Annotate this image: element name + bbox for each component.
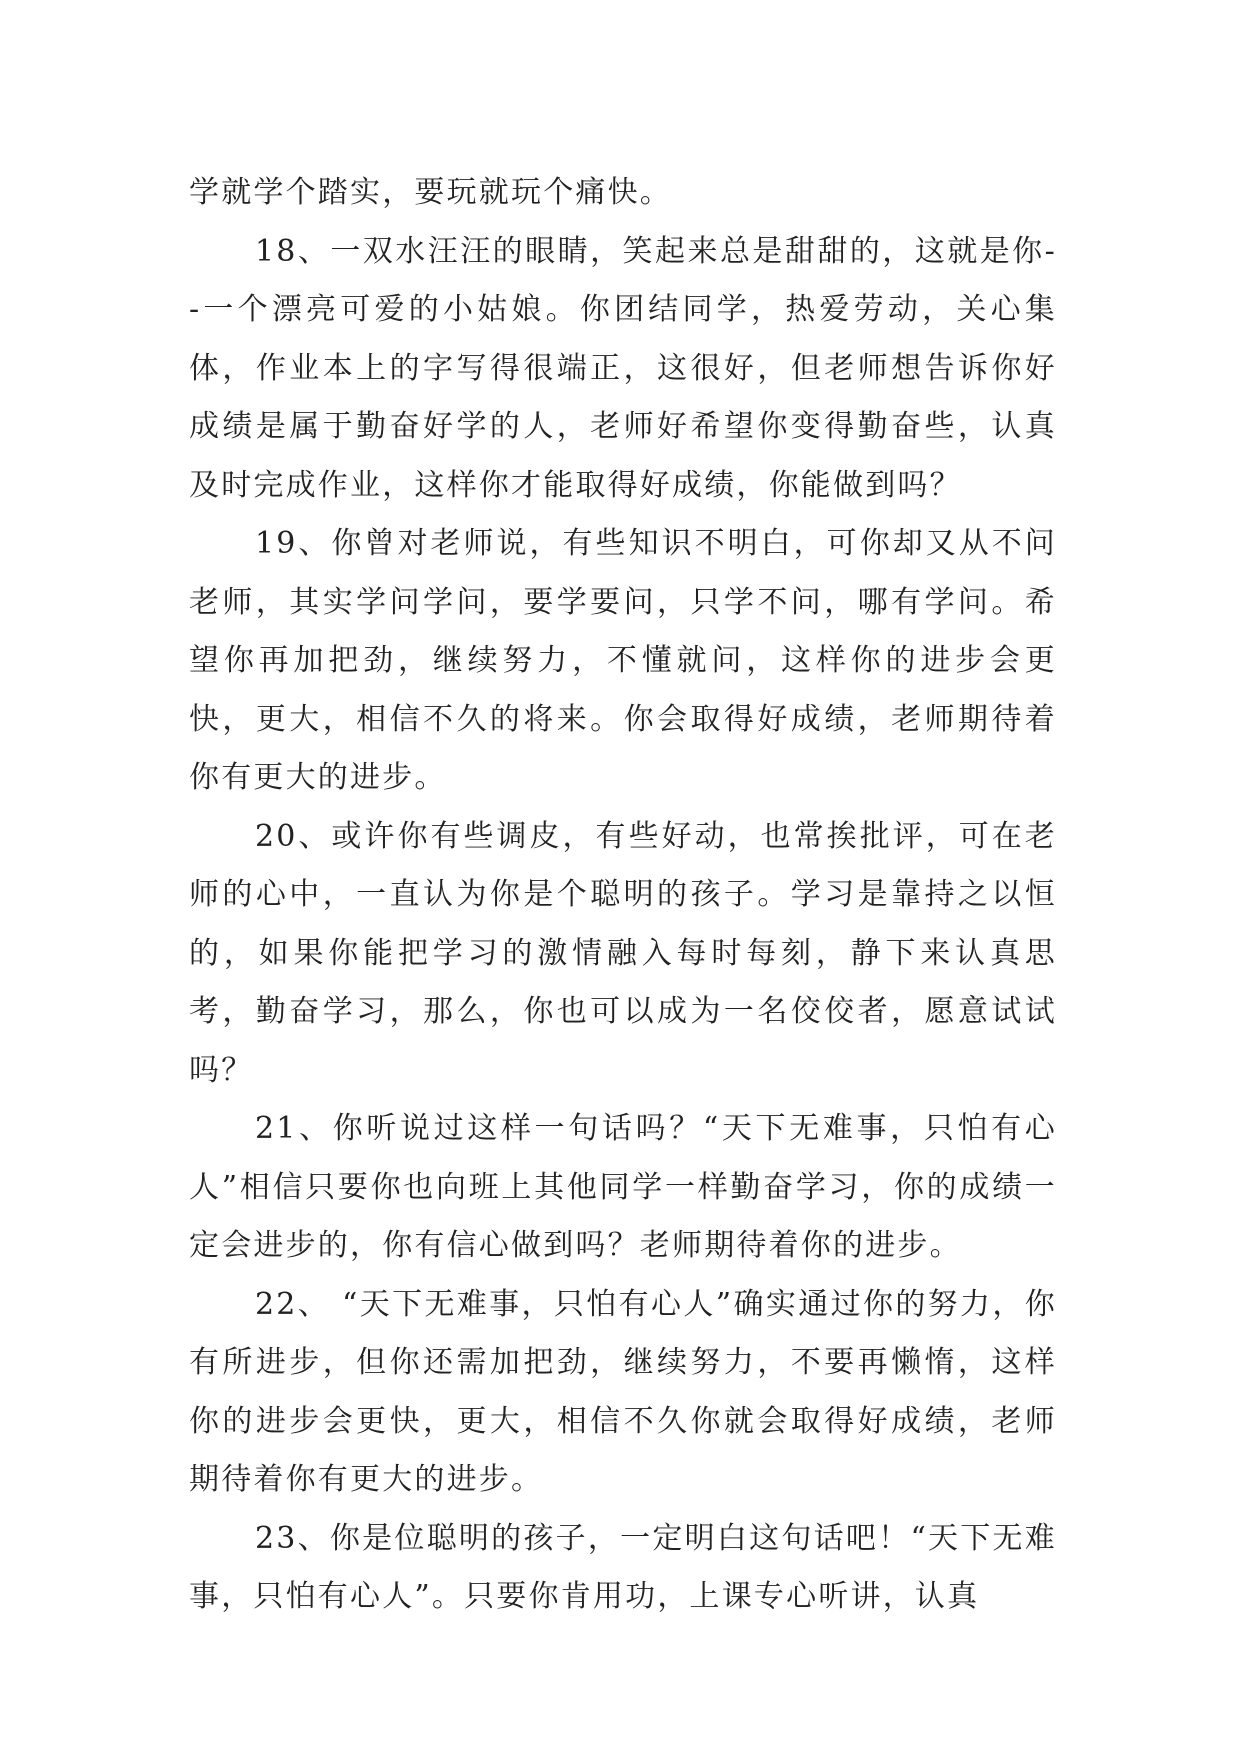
document-body <box>189 164 1057 1627</box>
paragraph-comment-21: 21、你听说过这样一句话吗？“天下无难事，只怕有心人”相信只要你也向班上其他同学一样勤奋学习，你的成绩一定会进步的，你有信心做到吗？老师期待着你的进步。 <box>189 1111 1057 1263</box>
paragraph-comment-23: 23、你是位聪明的孩子，一定明白这句话吧！“天下无难事，只怕有心人”。只要你肯用功，上课专心听讲，认真 <box>189 1520 1057 1614</box>
paragraph-comment-18: 18、一双水汪汪的眼睛，笑起来总是甜甜的，这就是你--一个漂亮可爱的小姑娘。你团结同学，热爱劳动，关心集体，作业本上的字写得很端正，这很好，但老师想告诉你好成绩是属于勤奋好学的人，老师好希望你变得勤奋些，认真及时完成作业，这样你才能取得好成绩，你能做到吗？ <box>189 233 1057 503</box>
paragraph-comment-22: 22、 “天下无难事，只怕有心人”确实通过你的努力，你有所进步，但你还需加把劲，继续努力，不要再懒惰，这样你的进步会更快，更大，相信不久你就会取得好成绩，老师期待着你有更大的进步。 <box>189 1286 1057 1497</box>
paragraph-comment-20: 20、或许你有些调皮，有些好动，也常挨批评，可在老师的心中，一直认为你是个聪明的孩子。学习是靠持之以恒的，如果你能把学习的激情融入每时每刻，静下来认真思考，勤奋学习，那么，你也可以成为一名佼佼者，愿意试试吗？ <box>189 818 1057 1088</box>
paragraph-comment-19: 19、你曾对老师说，有些知识不明白，可你却又从不问老师，其实学问学问，要学要问，只学不问，哪有学问。希望你再加把劲，继续努力，不懂就问，这样你的进步会更快，更大，相信不久的将来。你会取得好成绩，老师期待着你有更大的进步。 <box>189 526 1057 795</box>
paragraph-continuation: 学就学个踏实，要玩就玩个痛快。 <box>189 175 672 210</box>
